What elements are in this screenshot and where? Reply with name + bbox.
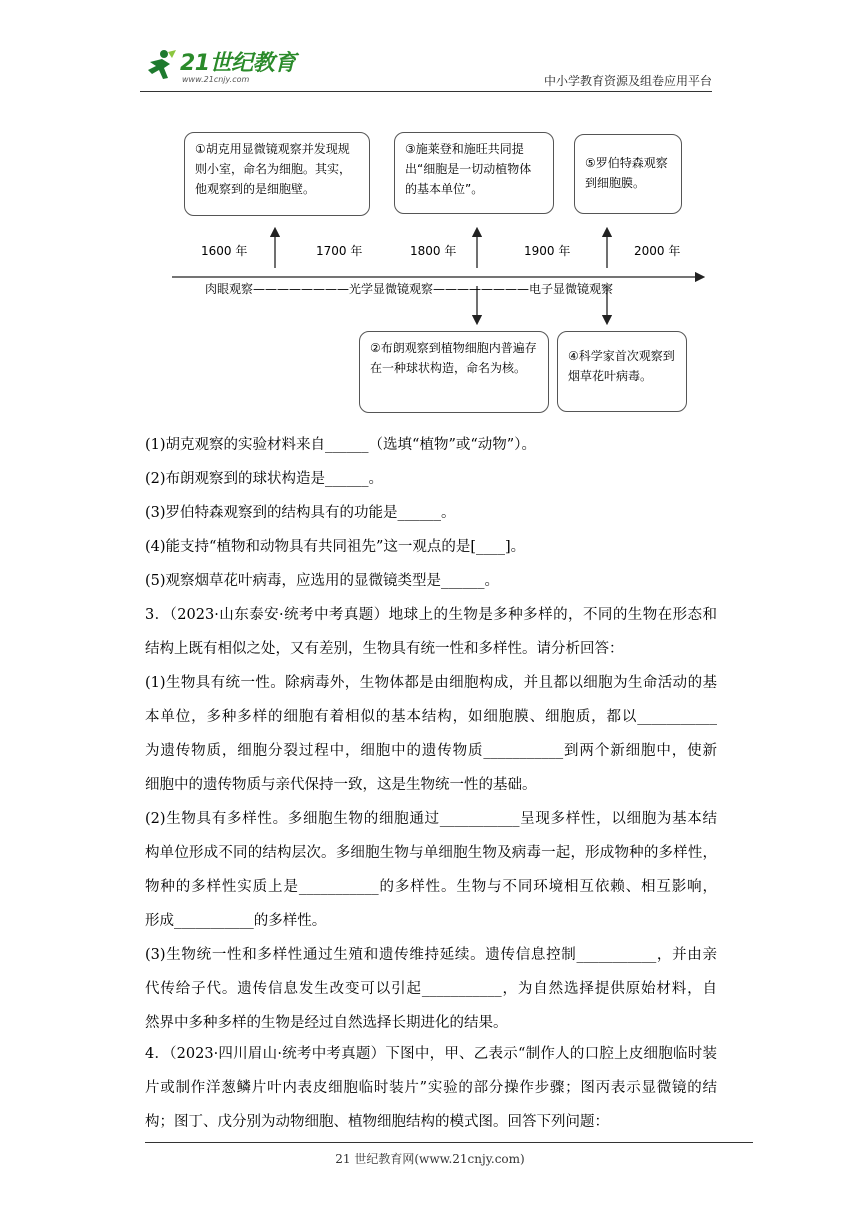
timeline-box-text: ①胡克用显微镜观察并发现规则小室，命名为细胞。其实，他观察到的是细胞壁。 (195, 142, 352, 196)
year-label: 2000 年 (634, 244, 681, 258)
question-line: 4．（2023·四川眉山·统考中考真题）下图中，甲、乙表示“制作人的口腔上皮细胞临时装 (145, 1046, 717, 1062)
logo (140, 44, 310, 90)
question-line: 片或制作洋葱鳞片叶内表皮细胞临时装片”实验的部分操作步骤；图丙表示显微镜的结 (145, 1080, 717, 1096)
question-line: 代传给子代。遗传信息发生改变可以引起___________，为自然选择提供原始材料，自 (145, 981, 717, 997)
page-header (140, 44, 712, 90)
question-line: 为遗传物质，细胞分裂过程中，细胞中的遗传物质___________到两个新细胞中，使新 (145, 743, 717, 759)
question-line: 构单位形成不同的结构层次。多细胞生物与单细胞生物及病毒一起，形成物种的多样性， (145, 845, 717, 861)
timeline-box-text: ④科学家首次观察到烟草花叶病毒。 (568, 349, 675, 383)
year-label: 1700 年 (316, 244, 363, 258)
cell-discovery-timeline (170, 128, 710, 418)
year-label: 1800 年 (410, 244, 457, 258)
runner-logo-icon (142, 48, 180, 82)
question-line: 3．（2023·山东泰安·统考中考真题）地球上的生物是多种多样的，不同的生物在形态和 (145, 607, 717, 623)
question-line: (5)观察烟草花叶病毒，应选用的显微镜类型是______。 (145, 573, 500, 589)
timeline-box-text: ②布朗观察到植物细胞内普遍存在一种球状构造，命名为核。 (370, 341, 537, 375)
question-2-parts (145, 428, 717, 598)
question-line: (1)生物具有统一性。除病毒外，生物体都是由细胞构成，并且都以细胞为生命活动的基 (145, 675, 717, 691)
year-label: 1600 年 (201, 244, 248, 258)
question-line: 本单位，多种多样的细胞有着相似的基本结构，如细胞膜、细胞质，都以___________ (145, 709, 717, 725)
question-line: (2)生物具有多样性。多细胞生物的细胞通过___________呈现多样性，以细胞为基本结 (145, 811, 717, 827)
question-3 (145, 598, 717, 1040)
question-line: (3)罗伯特森观察到的结构具有的功能是______。 (145, 505, 456, 521)
platform-name: 中小学教育资源及组卷应用平台 (543, 74, 712, 88)
year-label: 1900 年 (524, 244, 571, 258)
question-line: 结构上既有相似之处，又有差别，生物具有统一性和多样性。请分析回答： (145, 641, 624, 657)
question-line: (3)生物统一性和多样性通过生殖和遗传维持延续。遗传信息控制___________，并由亲 (145, 947, 717, 963)
question-line: 形成___________的多样性。 (145, 913, 327, 929)
question-line: 然界中多种多样的生物是经过自然选择长期进化的结果。 (145, 1015, 508, 1031)
page-footer: 21 世纪教育网(www.21cnjy.com) (335, 1152, 525, 1166)
question-line: 物种的多样性实质上是___________的多样性。生物与不同环境相互依赖、相互影响， (145, 879, 717, 895)
observation-stages: 肉眼观察————————光学显微镜观察————————电子显微镜观察 (205, 282, 614, 296)
timeline-box-text: ⑤罗伯特森观察到细胞膜。 (585, 156, 668, 190)
timeline-box-text: ③施莱登和施旺共同提出“细胞是一切动植物体的基本单位”。 (405, 142, 532, 196)
footer-divider (145, 1142, 753, 1143)
question-line: 细胞中的遗传物质与亲代保持一致，这是生物统一性的基础。 (145, 777, 537, 793)
logo-text: 21世纪教育 (180, 51, 296, 76)
question-4 (145, 1037, 717, 1139)
question-line: 构；图丁、戊分别为动物细胞、植物细胞结构的模式图。回答下列问题： (145, 1114, 609, 1130)
question-line: (4)能支持“植物和动物具有共同祖先”这一观点的是[____]。 (145, 539, 526, 555)
question-line: (1)胡克观察的实验材料来自______（选填“植物”或“动物”）。 (145, 437, 536, 453)
header-divider (140, 91, 712, 92)
question-line: (2)布朗观察到的球状构造是______。 (145, 471, 384, 487)
logo-url: www.21cnjy.com (182, 75, 250, 84)
timeline-arrows (170, 128, 710, 418)
